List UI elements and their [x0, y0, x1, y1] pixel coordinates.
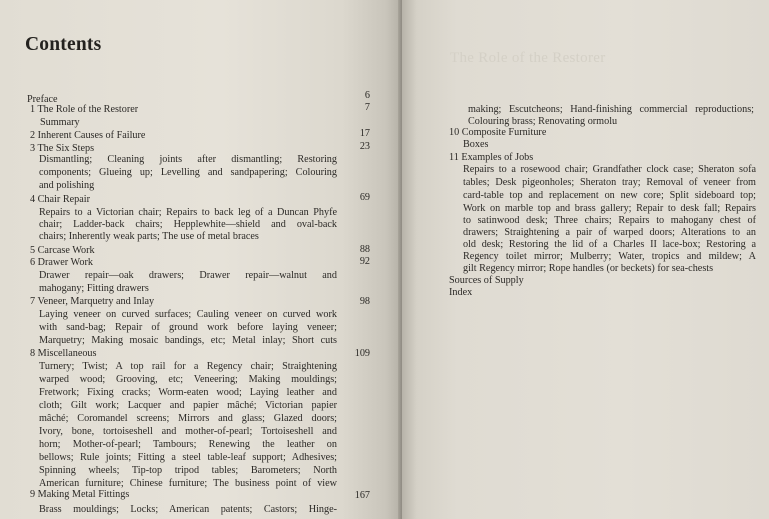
toc-sub-line: horn; Mother-of-pearl; Tambours; Renewing the leather on: [39, 439, 337, 450]
toc-sub-line: with sand-bag; Repair of ground work before laying veneer;: [39, 322, 337, 333]
toc-sub-line: Repairs to a rosewood chair; Grandfather clock case; Sheraton sofa: [463, 164, 756, 175]
toc-page-chapter-8: 109: [354, 348, 370, 359]
toc-sub-line: making; Escutcheons; Hand-finishing commercial reproductions;: [468, 104, 754, 115]
toc-entry-chapter-5: 5 Carcase Work: [30, 245, 95, 256]
toc-page-chapter-2: 17: [359, 128, 370, 139]
toc-sub-line: Colouring brass; Renovating ormolu: [468, 116, 618, 127]
toc-sub-line: chairs; Inherently weak parts; The use of metal braces: [39, 231, 259, 242]
toc-sub-line: Spinning wheels; Tip-top tripod tables; Barometers; North: [39, 465, 337, 476]
toc-page-chapter-6: 92: [359, 256, 370, 267]
toc-entry-chapter-3: 3 The Six Steps: [30, 143, 95, 154]
toc-page-chapter-9: 167: [354, 490, 370, 501]
toc-entry-chapter-6: 6 Drawer Work: [30, 257, 93, 268]
toc-sub-line: mâché; Coromandel screens; Mirrors and glass; Glazed doors;: [39, 413, 337, 424]
toc-sub-line: Repairs to a Victorian chair; Repairs to back leg of a Duncan Phyfe: [39, 207, 337, 218]
toc-sub-line: warped wood; Grooving, etc; Veneering; Making mouldings;: [39, 374, 337, 385]
toc-entry-chapter-1: 1 The Role of the Restorer: [30, 104, 139, 115]
toc-sub-line: and polishing: [39, 180, 95, 191]
contents-heading: Contents: [25, 34, 102, 55]
faint-running-head: The Role of the Restorer: [450, 50, 606, 66]
toc-entry-chapter-7: 7 Veneer, Marquetry and Inlay: [30, 296, 155, 307]
toc-sub-line: Brass mouldings; Locks; American patents; Castors; Hinge-: [39, 504, 337, 515]
toc-page-chapter-7: 98: [359, 296, 370, 307]
toc-entry-sources-of-supply: Sources of Supply: [449, 275, 524, 286]
toc-sub-line: Dismantling; Cleaning joints after dismantling; Restoring: [39, 154, 337, 165]
toc-entry-summary: Summary: [40, 117, 80, 128]
toc-sub-line: components; Glueing up; Levelling and sandpapering; Colouring: [39, 167, 337, 178]
right-page: [402, 0, 769, 519]
toc-sub-line: Drawer repair—oak drawers; Drawer repair—walnut and: [39, 270, 337, 281]
toc-sub-line: Fretwork; Fixing cracks; Worm-eaten wood; Laying leather and: [39, 387, 337, 398]
toc-page-preface: 6: [364, 90, 370, 101]
toc-sub-line: Regency toilet mirror; Mulberry; Water, tropics and mildew; A: [463, 251, 756, 262]
toc-entry-chapter-10: 10 Composite Furniture: [449, 127, 547, 138]
toc-sub-line: Turnery; Twist; A top rail for a Regency chair; Straightening: [39, 361, 337, 372]
toc-sub-line: card-table top and replacement on new core; Split sideboard top;: [463, 190, 756, 201]
toc-sub-line: bellows; Rule joints; Fitting a steel table-leaf support; Adhesives;: [39, 452, 337, 463]
toc-page-chapter-3: 23: [359, 141, 370, 152]
toc-page-chapter-4: 69: [359, 192, 370, 203]
toc-sub-line: mahogany; Fitting drawers: [39, 283, 149, 294]
toc-sub-line: American furniture; Chinese furniture; The business point of view: [39, 478, 337, 489]
toc-sub-line: Marquetry; Making mosaic bandings, etc; Metal inlay; Short cuts: [39, 335, 337, 346]
toc-entry-chapter-11: 11 Examples of Jobs: [449, 152, 534, 163]
toc-entry-preface: Preface: [27, 94, 58, 105]
toc-entry-chapter-2: 2 Inherent Causes of Failure: [30, 130, 146, 141]
toc-sub-line: to satinwood desk; Three chairs; Repairs to mahogany chest of: [463, 215, 756, 226]
toc-page-chapter-1: 7: [364, 102, 370, 113]
toc-entry-index: Index: [449, 287, 473, 298]
toc-sub-line: cloth; Gilt work; Lacquer and papier mâché; Victorian papier: [39, 400, 337, 411]
toc-sub-line: drawers; Straightening a pair of warped doors; Alterations to an: [463, 227, 756, 238]
toc-sub-line: gilt Regency mirror; Rope handles (or beckets) for sea-chests: [463, 263, 714, 274]
toc-entry-chapter-4: 4 Chair Repair: [30, 194, 90, 205]
toc-sub-line: Laying veneer on curved surfaces; Cauling veneer on curved work: [39, 309, 337, 320]
toc-sub-line: chair; Ladder-back chairs; Hepplewhite—shield and oval-back: [39, 219, 337, 230]
toc-sub-line: Work on marble top and brass gallery; Repair to desk fall; Repairs: [463, 203, 756, 214]
toc-entry-chapter-8: 8 Miscellaneous: [30, 348, 97, 359]
toc-sub-line: old desk; Restoring the lid of a Charles II lace-box; Restoring a: [463, 239, 756, 250]
toc-entry-chapter-9: 9 Making Metal Fittings: [30, 489, 130, 500]
toc-sub-line: tables; Desk pigeonholes; Sheraton tray; Removal of veneer from: [463, 177, 756, 188]
toc-page-chapter-5: 88: [359, 244, 370, 255]
toc-sub-line: Boxes: [463, 139, 489, 150]
toc-sub-line: Ivory, bone, tortoiseshell and mother-of-pearl; Tortoiseshell and: [39, 426, 337, 437]
